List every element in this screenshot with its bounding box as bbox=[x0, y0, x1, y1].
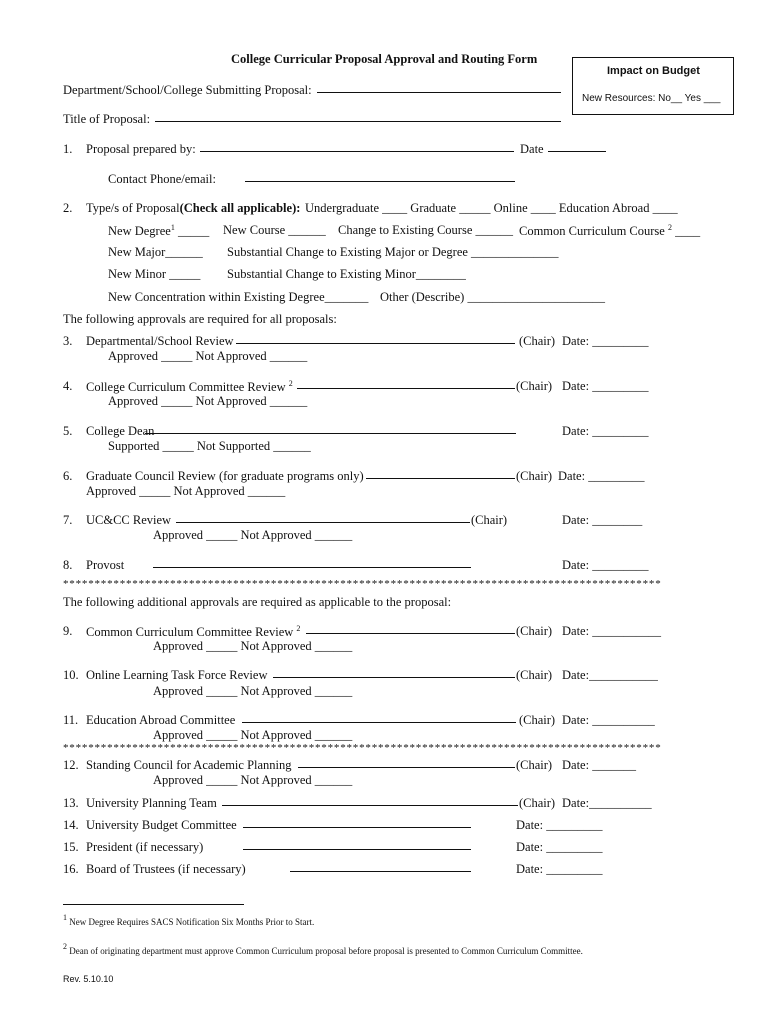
proposal-title-field[interactable] bbox=[155, 121, 561, 122]
departmental-review-status[interactable]: Approved _____ Not Approved ______ bbox=[108, 349, 308, 363]
item-number: 4. bbox=[63, 379, 73, 393]
college-curriculum-review-signature[interactable] bbox=[297, 388, 515, 389]
item-number: 15. bbox=[63, 840, 79, 854]
proposal-title-label: Title of Proposal: bbox=[63, 112, 151, 126]
common-curriculum-review-date[interactable]: Date: ___________ bbox=[562, 624, 661, 638]
graduate-council-label: Graduate Council Review (for graduate programs only) bbox=[86, 469, 364, 483]
common-curriculum-review-status[interactable]: Approved _____ Not Approved ______ bbox=[153, 639, 353, 653]
online-learning-review-label: Online Learning Task Force Review bbox=[86, 668, 268, 682]
departmental-review-date[interactable]: Date: _________ bbox=[562, 334, 649, 348]
education-abroad-signature[interactable] bbox=[242, 722, 516, 723]
president-signature[interactable] bbox=[243, 849, 471, 850]
proposal-type-label: Type/s of Proposal(Check all applicable): bbox=[86, 201, 301, 215]
online-learning-review-date[interactable]: Date:___________ bbox=[562, 668, 658, 682]
common-curriculum-review-label: Common Curriculum Committee Review $^2$ bbox=[86, 624, 301, 639]
college-curriculum-review-status[interactable]: Approved _____ Not Approved ______ bbox=[108, 394, 308, 408]
academic-planning-date[interactable]: Date: _______ bbox=[562, 758, 636, 772]
revision-label: Rev. 5.10.10 bbox=[63, 974, 114, 984]
education-abroad-date[interactable]: Date: __________ bbox=[562, 713, 655, 727]
online-learning-review-signature[interactable] bbox=[273, 677, 515, 678]
board-of-trustees-label: Board of Trustees (if necessary) bbox=[86, 862, 246, 876]
item-number: 13. bbox=[63, 796, 79, 810]
president-date[interactable]: Date: _________ bbox=[516, 840, 603, 854]
chair-label: (Chair) bbox=[516, 624, 553, 638]
departmental-review-label: Departmental/School Review bbox=[86, 334, 234, 348]
substantial-minor-option[interactable]: Substantial Change to Existing Minor________ bbox=[227, 267, 466, 281]
new-concentration-option[interactable]: New Concentration within Existing Degree_______ bbox=[108, 290, 369, 304]
prepared-date-label: Date bbox=[520, 142, 544, 156]
item-number: 14. bbox=[63, 818, 79, 832]
item-number: 1. bbox=[63, 142, 73, 156]
budget-committee-signature[interactable] bbox=[243, 827, 471, 828]
provost-label: Provost bbox=[86, 558, 125, 572]
prepared-date-field[interactable] bbox=[548, 151, 606, 152]
contact-label: Contact Phone/email: bbox=[108, 172, 216, 186]
separator-stars: *********************************************************************************************** bbox=[63, 743, 662, 754]
chair-label: (Chair) bbox=[516, 469, 553, 483]
proposal-level-options[interactable]: Undergraduate ____ Graduate _____ Online ____ Education Abroad ____ bbox=[305, 201, 678, 215]
new-course-option[interactable]: New Course ______ bbox=[223, 223, 326, 237]
college-dean-signature[interactable] bbox=[145, 433, 516, 434]
separator-stars: *********************************************************************************************** bbox=[63, 579, 662, 590]
item-number: 16. bbox=[63, 862, 79, 876]
academic-planning-signature[interactable] bbox=[298, 767, 515, 768]
graduate-council-status[interactable]: Approved _____ Not Approved ______ bbox=[86, 484, 286, 498]
required-approvals-heading: The following approvals are required for all proposals: bbox=[63, 312, 337, 326]
footnote-1: 1 New Degree Requires SACS Notification Six Months Prior to Start. bbox=[63, 913, 315, 927]
department-field[interactable] bbox=[317, 92, 561, 93]
board-of-trustees-date[interactable]: Date: _________ bbox=[516, 862, 603, 876]
additional-approvals-heading: The following additional approvals are required as applicable to the proposal: bbox=[63, 595, 452, 609]
graduate-council-date[interactable]: Date: _________ bbox=[558, 469, 645, 483]
form-title: College Curricular Proposal Approval and Routing Form bbox=[231, 52, 538, 66]
chair-label: (Chair) bbox=[516, 379, 553, 393]
item-number: 3. bbox=[63, 334, 73, 348]
provost-date[interactable]: Date: _________ bbox=[562, 558, 649, 572]
new-resources-field[interactable]: New Resources: No__ Yes ___ bbox=[582, 93, 721, 104]
item-number: 2. bbox=[63, 201, 73, 215]
budget-impact-box bbox=[572, 57, 734, 115]
new-degree-option[interactable]: New Degree$^1$ _____ bbox=[108, 223, 210, 238]
prepared-by-field[interactable] bbox=[200, 151, 514, 152]
item-number: 12. bbox=[63, 758, 79, 772]
budget-committee-label: University Budget Committee bbox=[86, 818, 237, 832]
university-planning-date[interactable]: Date:__________ bbox=[562, 796, 652, 810]
university-planning-label: University Planning Team bbox=[86, 796, 217, 810]
chair-label: (Chair) bbox=[516, 758, 553, 772]
change-course-option[interactable]: Change to Existing Course ______ bbox=[338, 223, 513, 237]
chair-label: (Chair) bbox=[519, 334, 556, 348]
college-dean-status[interactable]: Supported _____ Not Supported ______ bbox=[108, 439, 311, 453]
item-number: 5. bbox=[63, 424, 73, 438]
provost-signature[interactable] bbox=[153, 567, 471, 568]
common-curriculum-option[interactable]: Common Curriculum Course $^2$ ____ bbox=[519, 223, 701, 238]
budget-box-title: Impact on Budget bbox=[607, 65, 700, 77]
academic-planning-label: Standing Council for Academic Planning bbox=[86, 758, 292, 772]
education-abroad-label: Education Abroad Committee bbox=[86, 713, 236, 727]
online-learning-review-status[interactable]: Approved _____ Not Approved ______ bbox=[153, 684, 353, 698]
item-number: 10. bbox=[63, 668, 79, 682]
university-planning-signature[interactable] bbox=[222, 805, 518, 806]
department-label: Department/School/College Submitting Proposal: bbox=[63, 83, 312, 97]
uccc-review-signature[interactable] bbox=[176, 522, 470, 523]
item-number: 7. bbox=[63, 513, 73, 527]
footnote-divider bbox=[63, 904, 244, 905]
chair-label: (Chair) bbox=[516, 668, 553, 682]
chair-label: (Chair) bbox=[519, 713, 556, 727]
departmental-review-signature[interactable] bbox=[236, 343, 515, 344]
chair-label: (Chair) bbox=[519, 796, 556, 810]
academic-planning-status[interactable]: Approved _____ Not Approved ______ bbox=[153, 773, 353, 787]
item-number: 8. bbox=[63, 558, 73, 572]
common-curriculum-review-signature[interactable] bbox=[306, 633, 515, 634]
item-number: 11. bbox=[63, 713, 79, 727]
prepared-by-label: Proposal prepared by: bbox=[86, 142, 196, 156]
graduate-council-signature[interactable] bbox=[366, 478, 515, 479]
new-minor-option[interactable]: New Minor _____ bbox=[108, 267, 201, 281]
college-dean-date[interactable]: Date: _________ bbox=[562, 424, 649, 438]
new-major-option[interactable]: New Major______ bbox=[108, 245, 203, 259]
budget-committee-date[interactable]: Date: _________ bbox=[516, 818, 603, 832]
other-option[interactable]: Other (Describe) ______________________ bbox=[380, 290, 605, 304]
uccc-review-label: UC&CC Review bbox=[86, 513, 172, 527]
chair-label: (Chair) bbox=[471, 513, 508, 527]
uccc-review-status[interactable]: Approved _____ Not Approved ______ bbox=[153, 528, 353, 542]
substantial-major-option[interactable]: Substantial Change to Existing Major or Degree ______________ bbox=[227, 245, 559, 259]
board-of-trustees-signature[interactable] bbox=[290, 871, 471, 872]
college-dean-label: College Dean bbox=[86, 424, 155, 438]
president-label: President (if necessary) bbox=[86, 840, 204, 854]
college-curriculum-review-label: College Curriculum Committee Review $^2$ bbox=[86, 379, 293, 394]
footnote-2: 2 Dean of originating department must approve Common Curriculum proposal before proposal is presented to Common Curriculum Committee. bbox=[63, 942, 583, 956]
contact-field[interactable] bbox=[245, 181, 515, 182]
item-number: 6. bbox=[63, 469, 73, 483]
college-curriculum-review-date[interactable]: Date: _________ bbox=[562, 379, 649, 393]
uccc-review-date[interactable]: Date: ________ bbox=[562, 513, 643, 527]
item-number: 9. bbox=[63, 624, 73, 638]
education-abroad-status[interactable]: Approved _____ Not Approved ______ bbox=[153, 728, 353, 742]
